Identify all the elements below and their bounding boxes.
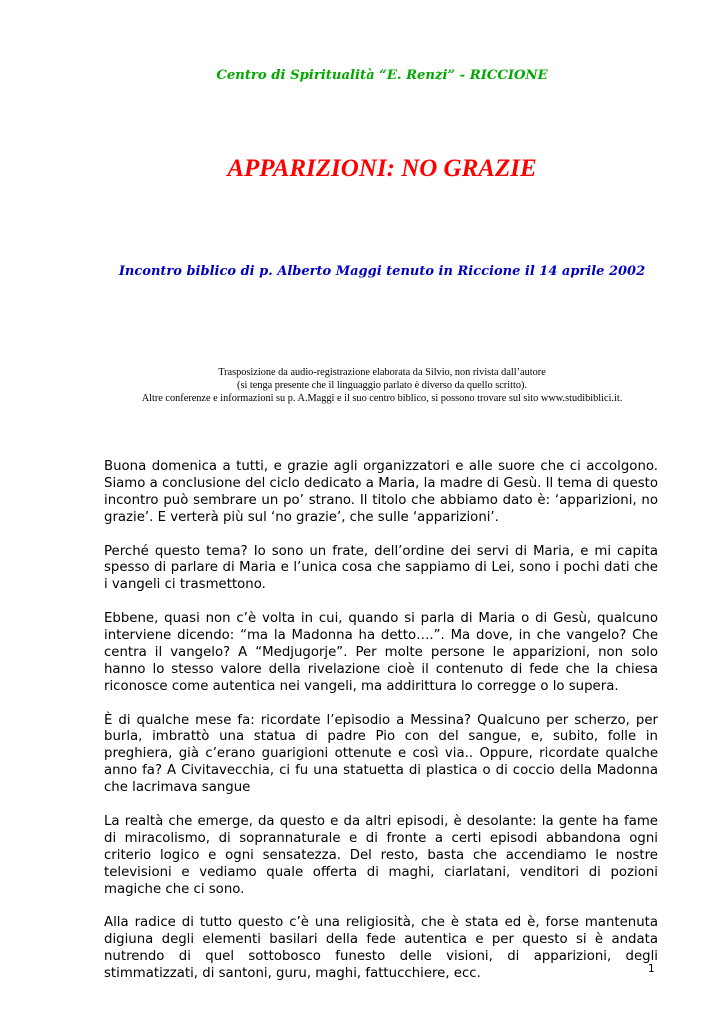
paragraph: Buona domenica a tutti, e grazie agli organizzatori e alle suore che ci accolgono. Siamo a conclusione del ciclo dedicato a Maria, la madre di Gesù. Il tema di questo incontro può sembrare un po’ strano. Il titolo che abbiamo dato è: ‘apparizioni, no grazie’. E verterà più sul ‘no grazie’, che sulle ‘apparizioni’.: [104, 459, 658, 525]
page-number: 1: [648, 963, 655, 975]
center-header: Centro di Spiritualità “E. Renzi” - RICCIONE: [216, 68, 548, 83]
paragraph: Perché questo tema? Io sono un frate, dell’ordine dei servi di Maria, e mi capita spesso di parlare di Maria e l’unica cosa che sappiamo di Lei, sono i pochi dati che i vangeli ci trasmettono.: [104, 543, 658, 593]
note-line-1: Trasposizione da audio-registrazione elaborata da Silvio, non rivista dall’autore: [218, 367, 546, 378]
note-line-3: Altre conferenze e informazioni su p. A.Maggi e il suo centro biblico, si possono trovare sul sito www.studibiblici.it.: [141, 393, 623, 404]
paragraph: La realtà che emerge, da questo e da altri episodi, è desolante: la gente ha fame di miracolismo, di soprannaturale e di fronte a certi episodi abbandona ogni criterio logico e ogni sensatezza. Del resto, basta che accendiamo le nostre televisioni e vediamo quale offerta di maghi, ciarlatani, venditori di pozioni magiche che ci sono.: [104, 813, 658, 897]
body-text: [104, 459, 658, 1000]
paragraph: È di qualche mese fa: ricordate l’episodio a Messina? Qualcuno per scherzo, per burla, imbrattò una statua di padre Pio con del sangue, e, subito, folle in preghiera, già c’erano guarigioni ottenute e così via.. Oppure, ricordate qualche anno fa? A Civitavecchia, ci fu una statuetta di plastica o di coccio della Madonna che lacrimava sangue: [104, 712, 658, 796]
paragraph: Ebbene, quasi non c’è volta in cui, quando si parla di Maria o di Gesù, qualcuno interviene dicendo: “ma la Madonna ha detto….”. Ma dove, in che vangelo? Che centra il vangelo? A “Medjugorje”. Per molte persone le apparizioni, non solo hanno lo stesso valore della rivelazione cioè il contenuto di fede che la chiesa riconosce come autentica nei vangeli, ma addirittura lo corregge o lo supera.: [104, 611, 658, 694]
document-subtitle: Incontro biblico di p. Alberto Maggi tenuto in Riccione il 14 aprile 2002: [118, 264, 646, 279]
transcription-note: [0, 366, 724, 405]
paragraph: Alla radice di tutto questo c’è una religiosità, che è stata ed è, forse mantenuta digiuna degli elementi basilari della fede autentica e per questo si è andata nutrendo di quel sottobosco funesto delle visioni, di apparizioni, degli stimmatizzati, di santoni, guru, maghi, fattucchiere, ecc.: [104, 915, 658, 982]
note-line-2: (si tenga presente che il linguaggio parlato è diverso da quello scritto).: [237, 380, 527, 391]
document-title: APPARIZIONI: NO GRAZIE: [227, 155, 537, 182]
